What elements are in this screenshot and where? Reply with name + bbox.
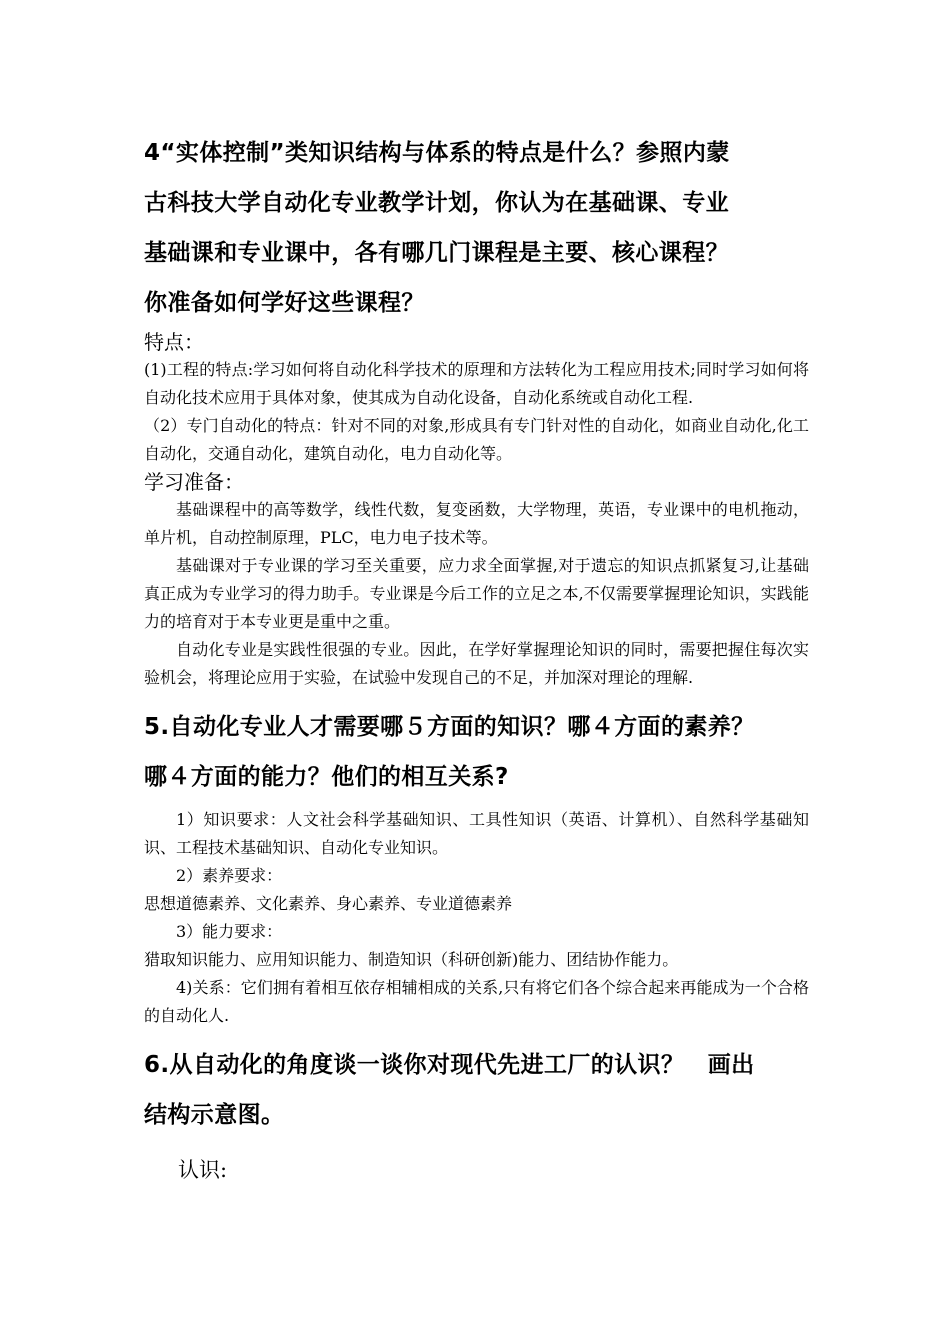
study-prep-label: 学习准备： bbox=[144, 470, 244, 494]
feature-2-paragraph: （2）专门自动化的特点：针对不同的对象,形成具有专门针对性的自动化，如商业自动化,化工自动化，交通自动化，建筑自动化，电力自动化等。 bbox=[144, 416, 809, 463]
study-prep-paragraph-3: 自动化专业是实践性很强的专业。因此，在学好掌握理论知识的同时，需要把握住每次实验机会，将理论应用于实验，在试验中发现自己的不足，并加深对理论的理解. bbox=[144, 640, 809, 687]
question-4-heading-line-3: 基础课和专业课中，各有哪几门课程是主要、核心课程？ bbox=[144, 240, 729, 266]
quality-requirement-label: 2）素养要求： bbox=[176, 866, 283, 885]
relationship-paragraph: 4)关系：它们拥有着相互依存相辅相成的关系,只有将它们各个综合起来再能成为一个合格的自动化人. bbox=[144, 978, 809, 1025]
question-4-heading-line-4: 你准备如何学好这些课程？ bbox=[144, 290, 425, 316]
quality-requirement: 思想道德素养、文化素养、身心素养、专业道德素养 bbox=[144, 894, 513, 913]
feature-1-paragraph: (1)工程的特点:学习如何将自动化科学技术的原理和方法转化为工程应用技术;同时学习如何将自动化技术应用于具体对象，使其成为自动化设备，自动化系统或自动化工程. bbox=[144, 360, 809, 407]
question-6-heading-line-2: 结构示意图。 bbox=[144, 1102, 285, 1128]
study-prep-paragraph-2: 基础课对于专业课的学习至关重要，应力求全面掌握,对于遗忘的知识点抓紧复习,让基础真正成为专业学习的得力助手。专业课是今后工作的立足之本,不仅需要掌握理论知识，实践能力的培育对于本专业更是重中之重。 bbox=[144, 556, 809, 631]
section-gap bbox=[144, 1030, 809, 1040]
question-5-section bbox=[144, 702, 809, 1030]
understanding-label: 认识: bbox=[178, 1158, 228, 1182]
ability-requirement: 猎取知识能力、应用知识能力、制造知识（科研创新)能力、团结协作能力。 bbox=[144, 950, 679, 969]
question-4-heading-line-2: 古科技大学自动化专业教学计划，你认为在基础课、专业 bbox=[144, 190, 729, 216]
question-5-heading-line-2: 哪４方面的能力？他们的相互关系? bbox=[144, 764, 509, 790]
question-4-heading-line-1: 4“实体控制”类知识结构与体系的特点是什么？参照内蒙 bbox=[144, 140, 730, 166]
question-5-heading-line-1: 5.自动化专业人才需要哪５方面的知识？哪４方面的素养？ bbox=[144, 714, 755, 740]
question-4-section bbox=[144, 128, 809, 692]
ability-requirement-label: 3）能力要求： bbox=[176, 922, 283, 941]
question-6-section bbox=[144, 1040, 809, 1190]
section-gap bbox=[144, 692, 809, 702]
study-prep-paragraph-1: 基础课程中的高等数学，线性代数，复变函数，大学物理，英语，专业课中的电机拖动，单片机，自动控制原理，PLC，电力电子技术等。 bbox=[144, 500, 809, 547]
features-label: 特点： bbox=[144, 330, 204, 354]
heading-gap bbox=[144, 1140, 809, 1150]
knowledge-requirement: 1）知识要求：人文社会科学基础知识、工具性知识（英语、计算机）、自然科学基础知识、工程技术基础知识、自动化专业知识。 bbox=[144, 810, 809, 857]
question-6-heading-line-1: 6.从自动化的角度谈一谈你对现代先进工厂的认识？ 画出 bbox=[144, 1052, 755, 1078]
document-content bbox=[144, 128, 809, 1190]
